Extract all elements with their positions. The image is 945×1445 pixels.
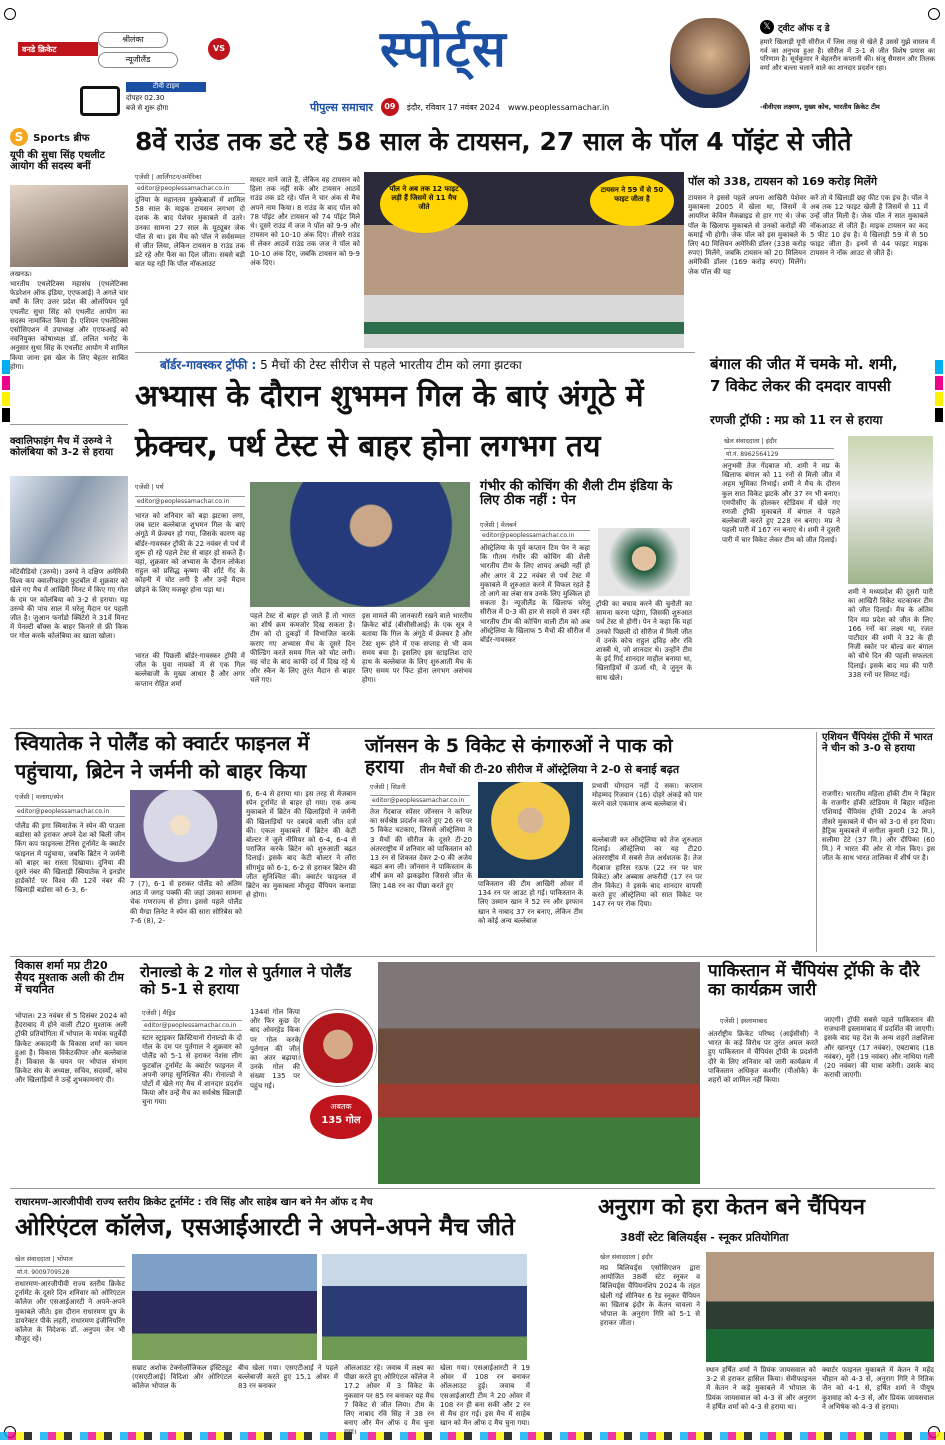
promo-label: वनडे क्रिकेट <box>18 42 98 56</box>
divider <box>135 352 695 353</box>
shami-headline-2: 7 विकेट लेकर की दमदार वापसी <box>710 377 891 395</box>
goals-badge-label: अबतक <box>330 1102 352 1111</box>
site-url: www.peoplessamachar.in <box>508 102 610 112</box>
tyson-byline: एजेंसी | आर्लिंगटन/अमेरिका <box>135 173 202 181</box>
gill-email: editor@peoplessamachar.co.in <box>135 496 245 507</box>
sudha-photo <box>10 185 128 267</box>
tyson-col1: दुनिया के महानतम मुक्केबाजों में शामिल 58 साल के माइक टायसन लगभग दो दशक के बाद पेशेवर मुकाबले में उतरे। उनका सामना 27 साल के यूट्यूबर जेक पॉल से था। इस मैच को पॉल ने सर्वसम्मत से जीत लिया, लेकिन टायसन 8 राउंड तक डटे रहे और फैंस का दिल जीता। सबसे बड़ी बात यह रही कि पॉल नॉकआउट <box>135 196 245 269</box>
vikas-text: भोपाल। 23 नवंबर से 5 दिसंबर 2024 को हैदराबाद में होने वाली टी20 मुश्ताक अली ट्रॉफी प्रतियोगिता में भोपाल के मयंक चतुर्वेदी क्रिकेट अकादमी के विकास शर्मा का चयन हुआ है। विकास विकेटकीपर और बल्लेबाज हैं। विकास के चयन पर भोपाल संभाग क्रिकेट संघ के अध्यक्ष, सचिव, सदस्यों, कोच और खिलाड़ियों ने उन्हें शुभकामनाएं दी। <box>15 1012 127 1085</box>
fifa-text: मोंटेवीडियो (उरुग्वे)। उरुग्वे ने दक्षिण अमेरिकी विश्व कप क्वालीफाइंग फुटबॉल में शुक्रवार को खेले गए मैच में आखिरी मिनट में किए गए गोल के दम पर कोलंबिया को 3-2 से हराया। यह उरुग्वे की पांच साल में घरेलू मैदान पर पहली जीत है। जुआन फर्नांडो क्विंटेरो ने 31वें मिनट में पेनल्टी बॉक्स के बाहर किनारे से फ्री किक पर गोल करके कोलंबिया का खाता खोला। <box>10 568 128 641</box>
anurag-col2: स्थान हर्षित शर्मा ने प्रियंक जायसवाल को 3-2 से हराकर हासिल किया। सेमीफाइनल में केतन ने कड़े मुकाबले में भोपाल के प्रियंक जायसवाल को 4-3 से और अनुराग ने हर्षित शर्मा को 4-3 से हराया था। <box>706 1366 816 1411</box>
anurag-sub: 38वीं स्टेट बिलियर्ड्स - स्नूकर प्रतियोगिता <box>620 1231 789 1244</box>
johnson-col2a: प्रभावी योगदान नहीं दे सका। कप्तान मोहम्मद रिजवान (16) दोहरे अंकड़े को पार करने वाले एकमात्र अन्य बल्लेबाज थे। <box>592 782 702 809</box>
shami-col2: शमी ने मध्यप्रदेश की दूसरी पारी का आखिरी विकेट चटकाकर टीम को जीत दिलाई। मैच के अंतिम दिन मप्र प्रदेश को जीत के लिए 166 रनों का लक्ष्य था, रजत पाटीदार की शमी ने 32 के ही निजी स्कोर पर बोल्ड कर बंगाल को चौथे दिन की पहली सफलता दिलाई। इसके बाद मप्र की पारी 338 रनों पर सिमट गई। <box>848 588 933 679</box>
registration-mark <box>4 8 16 20</box>
tv-icon <box>80 86 120 116</box>
paper-name: पीपुल्स समाचार <box>310 100 373 114</box>
johnson-col2: पाकिस्तान की टीम आखिरी ओवर में 134 रन पर आउट हो गई। पाकिस्तान के लिए उस्मान खान ने 52 रन और इरफान खान ने नाबाद 37 रन बनाए, लेकिन टीम को कोई अन्य बल्लेबाज <box>478 880 583 925</box>
divider <box>10 1188 935 1189</box>
swiatek-col2: 7 (7), 6-1 से हराकर पोलैंड को अंतिम आठ में जगह पक्की की जहां उसका सामना चेक गणराज्य से होगा। इससे पहले पोलैंड की मैग्डा लिनेट ने स्पेन की सारा सोरिबेस को 7-6 (8), 2- <box>130 880 242 925</box>
divider <box>10 956 935 957</box>
promo-team2: न्यूजीलैंड <box>98 52 178 68</box>
ronaldo-photo <box>378 962 700 1184</box>
paine-photo <box>598 528 690 596</box>
tweet-box <box>760 20 935 120</box>
brief-dateline: लखनऊ। <box>10 270 32 278</box>
swiatek-headline-2: पहुंचाया, ब्रिटेन ने जर्मनी को बाहर किया <box>15 759 307 783</box>
x-icon: 𝕏 <box>760 20 774 34</box>
promo-box <box>18 28 248 120</box>
college-photo-1 <box>132 1254 317 1360</box>
asian-headline: एशियन चैंपियंस ट्रॉफी में भारत ने चीन को 3-0 से हराया <box>822 732 933 754</box>
gill-col1b: भारत की पिछली बॉर्डर-गावस्कर ट्रॉफी में जीत के युवा नायकों में से एक गिल बल्लेबाजी के मुख्य आधार हैं और अगर कप्तान रोहित शर्मा <box>135 652 245 688</box>
brief-text: भारतीय एथलेटिक्स महासंघ (एथलेटिक्स फेडरेशन ऑफ इंडिया, एएफआई) ने अगले चार वर्षों के लिए उत्तर प्रदेश की ओलंपियन पूर्व एथलीट सुधा सिंह को एथलीट आयोग का सदस्य नामांकित किया है। एशियन एथलेटिक्स एसोसिएशन में उपाध्यक्ष और एएफआई को नवनियुक्त कोषाध्यक्ष डॉ. ललित भनोट के अनुसार सुधा सिंह के एथलीट आयोग में शामिल किया जाना इस खेल के लिए बेहतर साबित होगा। <box>10 280 128 371</box>
portrait <box>670 18 750 108</box>
gill-kicker-text: 5 मैचों की टेस्ट सीरीज से पहले भारतीय टीम को लगा झटका <box>260 358 522 372</box>
ronaldo-text: स्टार स्ट्राइकर क्रिस्टियानो रोनाल्डो के दो गोल के दम पर पुर्तगाल ने शुक्रवार को पोलैंड को 5-1 से हराकर नेशंस लीग फुटबॉल टूर्नामेंट के क्वार्टर फाइनल में अपनी जगह सुनिश्चित की। रोनाल्डो ने पोर्टो में खेले गए मैच में शानदार प्रदर्शन किया और उन्हें मैच का सर्वश्रेष्ठ खिलाड़ी चुना गया। <box>142 1034 242 1107</box>
fifa-headline: क्वालिफाइंग मैच में उरुग्वे ने कोलंबिया को 3-2 से हराया <box>10 436 114 458</box>
page-number: 09 <box>381 98 399 116</box>
tv-time: दोपहर 02.30 <box>126 94 165 102</box>
tv-time-note: बजे से शुरू होगा <box>126 104 169 112</box>
college-phone: मो.नं. 9009709528 <box>15 1266 125 1278</box>
tyson-side-text2: करें तो ये खिलाड़ी छह फीट एक इंच है। पॉल ने अब तक 12 फाइट खेली है जिसमें से 11 में उन्हें जीत मिली है। जेक पॉल ने सात मुकाबले नॉकआउट से जीते हैं। माइक टायसन का कद 5 फीट 10 इंच है। ये खिलाड़ी 59 में से 50 फाइट जीता है। इनमें से 44 फाइट माइक टायसन ने नॉक आउट से जीते हैं। <box>810 194 928 258</box>
ronaldo-text2: 134वां गोल किया और फिर कुछ देर बाद ओवरहेड किक पर गोल करके पुर्तगाल की जीत का अंतर बढ़ाया। उनके गोल की संख्या 135 पर पहुंच गई। <box>250 1008 300 1090</box>
anurag-headline: अनुराग को हरा केतन बने चैंपियन <box>598 1195 865 1220</box>
gill-col3: इस मामले की जानकारी रखने वाले भारतीय क्रिकेट बोर्ड (बीसीसीआई) के एक सूत्र ने बताया कि गिल के अंगूठे में फ्रेक्चर है और टेस्ट शुरू होने में एक सप्ताह से भी कम समय बचा है। इसलिए इस स्टाइलिश दाएं हाथ के बल्लेबाज के लिए शुरुआती मैच के लिए समय पर फिट होना लगभग असंभव होगा। <box>362 612 472 685</box>
gill-headline-2: फ्रेक्चर, पर्थ टेस्ट से बाहर होना लगभग तय <box>135 429 601 464</box>
color-strip <box>0 1432 945 1440</box>
paine-col1: ऑस्ट्रेलिया के पूर्व कप्तान टिम पेन ने कहा कि गौतम गंभीर की कोचिंग की शैली भारतीय टीम के लिए शायद अच्छी नहीं हो और अगर वे 22 नवंबर से पर्थ टेस्ट में मुकाबले में शुरुआत करने में विफल रहते हैं तो आगे का लंबा सत्र उनके लिए मुश्किल हो सकता है। न्यूजीलैंड के खिलाफ घरेलू सीरीज में 0-3 की हार से सदमे से उबर रही भारतीय टीम की कोचिंग वाली टीम को अब ऑस्ट्रेलिया के खिलाफ 5 मैचों की सीरीज में बॉर्डर-गावस्कर <box>480 544 590 645</box>
laxman-photo <box>670 18 760 118</box>
shami-phone: मो.नं. 8962564129 <box>724 448 834 460</box>
college-col5: खेला गया। एसआईआरटी ने 19 ओवर में 108 रन बनाकर ऑलआउट हुई। जवाब में एसआईआरटी टीम ने 20 ओवर में 108 रन ही बना सकी और 2 रन से मैच हार गई। इस मैच में साहेब खान को मैन ऑफ द मैच चुना गया। <box>440 1364 530 1428</box>
dateline: इंदौर, रविवार 17 नवंबर 2024 <box>406 102 500 112</box>
johnson-col1: तेज गेंदबाज स्पेंसर जॉनसन ने करियर का सर्वश्रेष्ठ प्रदर्शन करते हुए 26 रन पर 5 विकेट चटकाए, जिससे ऑस्ट्रेलिया ने 3 मैचों की सीरीज के दूसरे टी-20 अंतरराष्ट्रीय में शनिवार को पाकिस्तान को 13 रन से शिकस्त देकर 2-0 की अजेय बढ़त बना ली। जॉनसन ने पाकिस्तान के शीर्ष क्रम को झकझोरा जिससे जीत के लिए 148 रन का पीछा करते हुए <box>370 808 472 890</box>
tv-time-label: टीवी टाइम <box>126 82 206 92</box>
tyson-side-headline: पॉल को 338, टायसन को 169 करोड़ मिलेंगे <box>688 175 878 188</box>
johnson-email: editor@peoplessamachar.co.in <box>370 795 470 806</box>
divider <box>10 728 935 729</box>
brief-headline: यूपी की सुधा सिंह एथलीट आयोग की सदस्य बनीं <box>10 150 105 172</box>
goals-badge <box>310 1095 372 1139</box>
gill-photo <box>250 482 470 607</box>
anurag-byline: खेल संवाददाता | इंदौर <box>600 1253 653 1261</box>
anurag-col1: मप्र बिलियर्ड्स एसोसिएशन द्वारा आयोजित 38वीं स्टेट स्नूकर व बिलियर्ड्स चैंपियनशिप 2024 के तहत खेली गई सीनियर 6 रेड स्नूकर चैंपियन का खिताब इंदौर के केतन चावला ने भोपाल के अनुराग गिरि को 5-1 से हराकर जीता। <box>600 1264 700 1328</box>
divider <box>816 732 817 952</box>
paine-col2: ट्रॉफी का बचाव करने की चुनौती का सामना करना पड़ेगा, जिसकी शुरुआत पर्थ टेस्ट से होगी। पेन ने कहा कि यहां उनको पिछली दो सीरीज में मिली जीत में उनके कोच राहुल द्रविड़ और रवि शास्त्री थे, जो शानदार थे। उन्होंने टीम के इर्द गिर्द शानदार माहौल बनाया था, खिलाड़ियों में ऊर्जा थी, वे जुनून के साथ खेले। <box>596 600 692 682</box>
vs-badge: VS <box>208 38 230 60</box>
tyson-email: editor@peoplessamachar.co.in <box>135 183 245 194</box>
masthead-strip <box>310 98 680 116</box>
section-title: स्पोर्ट्स <box>380 20 508 78</box>
johnson-col3: बल्लेबाजी कर ऑस्ट्रेलिया को तेज शुरुआत दिलाई। ऑस्ट्रेलिया का यह टी20 अंतरराष्ट्रीय में सबसे तेज अर्धशतक है। तेज गेंदबाज हारिस रऊफ (22 रन पर चार विकेट) और अब्बास अफरीदी (17 रन पर तीन विकेट) ने इसके बाद शानदार वापसी करते हुए ऑस्ट्रेलिया को सात विकेट पर 147 रन पर रोक दिया। <box>592 836 702 909</box>
shami-byline: खेल संवाददाता | इंदौर <box>724 437 777 445</box>
swiatek-email: editor@peoplessamachar.co.in <box>15 806 125 817</box>
college-kicker: राधारमण-आरजीपीवी राज्य स्तरीय क्रिकेट टूर्नामेंट : रवि सिंह और साहेब खान बने मैन ऑफ द मैच <box>15 1197 373 1208</box>
swiatek-col1: पोलैंड की इगा स्वियातेक ने स्पेन की पाउला बडोसा को हराकर अपने देश को बिली जीन किंग कप फाइनल्स टेनिस टूर्नामेंट के क्वार्टर फाइनल में पहुंचाया, जबकि ब्रिटेन ने जर्मनी को बाहर का रास्ता दिखाया। दुनिया की दूसरे नंबर की खिलाड़ी स्वियातेक ने इनडोर हार्डकोर्ट पर विश्व की 12वें नंबर की खिलाड़ी बडोसा को 6-3, 6- <box>15 822 125 895</box>
gill-col1: भारत को शनिवार को बड़ा झटका लगा, जब स्टार बल्लेबाज शुभमन गिल के बाएं अंगूठे में फ्रेक्चर हो गया, जिसके कारण वह बॉर्डर-गावस्कर ट्रॉफी के 22 नवंबर से पर्थ में शुरू हो रहे पहले टेस्ट से बाहर हो सकते हैं। यहां, शुक्रवार को अभ्यास के दौरान लोकेश राहुल को प्रसिद्ध कृष्णा की शॉर्ट गेंद के कोहनी में चोट लगी है और उन्हें मैदान छोड़ने के लिए मजबूर होना पड़ा था। <box>135 512 245 594</box>
shami-headline-1: बंगाल की जीत में चमके मो. शमी, <box>710 355 898 373</box>
shami-sub: रणजी ट्रॉफी : मप्र को 11 रन से हराया <box>710 413 883 427</box>
swiatek-col3: 6, 6-4 से हराया था। इस तरह से मेजबान स्पेन टूर्नामेंट से बाहर हो गया। एक अन्य मुकाबले में ब्रिटेन की खिलाड़ियों ने जर्मनी की खिलाड़ियों पर दबदबे वाली जीत दर्ज की। एकल मुकाबले में ब्रिटेन की केटी बोल्टर ने जुले नीमियर को 6-4, 6-4 से पराजित करके ब्रिटेन को शुरुआती बढ़त दिलाई। इसके बाद केटी बोल्टर ने लॉरा सीगमुंड को 6-1, 6-2 से हराकर ब्रिटेन की जीत सुनिश्चित की। क्वार्टर फाइनल में ब्रिटेन का मुकाबला मौजूदा चैंपियन कनाडा से होगा। <box>246 790 356 900</box>
shami-photo <box>848 436 933 584</box>
sports-icon: S <box>10 128 28 146</box>
ronaldo-portrait <box>300 1010 376 1086</box>
gill-kicker <box>160 356 695 373</box>
brief-label <box>10 126 128 146</box>
gill-headline-1: अभ्यास के दौरान शुभमन गिल के बाएं अंगूठे में <box>135 379 644 414</box>
tyson-headline: 8वें राउंड तक डटे रहे 58 साल के टायसन, 27 साल के पॉल 4 पॉइंट से जीते <box>135 127 852 156</box>
ronaldo-byline: एजेंसी | मैड्रिड <box>142 1009 176 1017</box>
pak-byline: एजेंसी | इस्लामाबाद <box>720 1017 768 1025</box>
asian-text: राजगीर। भारतीय महिला हॉकी टीम ने बिहार के राजगीर हॉकी स्टेडियम में बिहार महिला एशियाई चैंपियंस ट्रॉफी 2024 के अपने तीसरे मुकाबले में चीन को 3-0 से हरा दिया। हैट्रिक मुकाबले में संगीता कुमारी (32 मि.), सलीमा टेटे (37 मि.) और दीपिका (60 मि.) ने भारत की ओर से गोल किए। इस जीत के साथ भारत तालिका में शीर्ष पर है। <box>822 790 935 863</box>
college-byline: खेल संवाददाता | भोपाल <box>15 1255 73 1263</box>
johnson-photo <box>478 782 583 878</box>
johnson-byline: एजेंसी | सिडनी <box>370 783 406 791</box>
ronaldo-email: editor@peoplessamachar.co.in <box>142 1020 242 1031</box>
pak-col2: जाएगी। ट्रॉफी सबसे पहले पाकिस्तान की राजधानी इस्लामाबाद में प्रदर्शित की जाएगी। इसके बाद यह देश के अन्य शहरों तक्षशिला और खानपुर (17 नवंबर), एबटाबाद (18 नवंबर), मुरी (19 नवंबर) और नाथिया गली (20 नवंबर) की यात्रा करेगी। उसके बाद कराची जाएगी। <box>824 1016 934 1080</box>
college-photo-2 <box>322 1254 527 1360</box>
tweet-title: ट्वीट ऑफ द डे <box>778 23 830 34</box>
college-col2: सम्राट अशोक टेक्नोलॉजिकल इंस्टिट्यूट (एसएटीआई) विदिशा और ओरिएंटल कॉलेज भोपाल के <box>132 1364 232 1391</box>
gill-byline: एजेंसी | पर्थ <box>135 483 164 491</box>
divider <box>10 424 128 425</box>
football-photo <box>10 476 128 564</box>
ronaldo-headline: रोनाल्डो के 2 गोल से पुर्तगाल ने पोलैंड को 5-1 से हराया <box>140 963 352 998</box>
johnson-headline: जॉनसन के 5 विकेट से कंगारुओं ने पाक को हराया <box>365 735 673 778</box>
vikas-headline: विकास शर्मा मप्र टी20 सैयद मुश्ताक अली की टीम में चयनित <box>15 959 124 997</box>
goals-badge-value: 135 गोल <box>321 1115 361 1126</box>
gill-col2: पहले टेस्ट से बाहर हो जाते हैं तो भारत का शीर्ष क्रम कमजोर दिख सकता है। टीम को दो दुकड़ों में विभाजित करके कराए गए अभ्यास मैच के दूसरे दिन फील्डिंग करते समय गिल को चोट लगी। वह चोट के बाद काफी दर्द में दिख रहे थे और स्कैन के लिए तुरंत मैदान से बाहर चले गए। <box>250 612 355 685</box>
tweet-author: -वीवीएस लक्ष्मण, मुख्य कोच, भारतीय क्रिकेट टीम <box>760 103 880 111</box>
paul-badge: पॉल ने अब तक 12 फाइट लड़ी हैं जिसमें से 11 मैच जीते <box>380 175 468 233</box>
color-bar <box>2 360 10 424</box>
promo-team1: श्रीलंका <box>98 32 168 48</box>
paine-headline: गंभीर की कोचिंग की शैली टीम इंडिया के लिए ठीक नहीं : पेन <box>480 479 673 509</box>
ring-apron <box>364 322 684 334</box>
swiatek-headline-1: स्वियातेक ने पोलैंड को क्वार्टर फाइनल में <box>15 731 310 755</box>
college-col4: ऑलआउट रहे। जवाब में लक्ष्य का पीछा करते हुए ओरिएंटल कॉलेज ने 17.2 ओवर में 3 विकेट के नुकसान पर 85 रन बनाकर यह मैच 7 विकेट से जीत लिया। टीम के लिए नाबाद रवि सिंह ने 38 रन बनाए और मैन ऑफ द मैच चुना गया। <box>344 1364 434 1437</box>
brief-label-text: Sports ब्रीफ <box>33 133 90 144</box>
paine-email: editor@peoplessamachar.co.in <box>480 530 590 541</box>
tyson-badge: टायसन ने 59 में से 50 फाइट जीता है <box>590 176 674 226</box>
tyson-side-text: टायसन ने इससे पहले अपना आखिरी पेशेवर मुकाबला 2005 में खेला था, जिसमें वे आयरिश केविन मैकब्राइड से हार गए थे। जेक पॉल के खिलाफ मुकाबले से उनको करोड़ों की कमाई भी होगी। जेक पॉल को इस मुकाबले के लिए 40 मिलियन अमेरिकी डॉलर (338 करोड़ रुपए) मिलेंगे, जबकि टायसन को 20 मिलियन अमेरिकी डॉलर (169 करोड़ रुपए) मिलेंगे। जेक पॉल की यह <box>688 194 806 276</box>
swiatek-photo <box>130 790 242 878</box>
college-headline: ओरिएंटल कॉलेज, एसआईआरटी ने अपने-अपने मैच जीते <box>15 1213 515 1241</box>
pak-headline: पाकिस्तान में चैंपियंस ट्रॉफी के दौरे का कार्यक्रम जारी <box>708 961 920 1000</box>
tweet-text: हमारे खिलाड़ी यूपी सीरीज में जिस तरह से खेले हैं उससे मुझे वास्तव में गर्व का अनुभव हुआ है। सीरीज में 3-1 से जीत विशेष प्रयास का परिणाम है। सूर्यकुमार ने बेहतरीन कप्तानी की। संजू सैमसन और तिलक वर्मा और बल्ला चलाने वाले का शानदार प्रदर्शन रहा। <box>760 38 935 73</box>
shami-col1: अनुभवी तेज गेंदबाज मो. शमी ने मप्र के खिलाफ बंगाल को 11 रनों से मिली जीत में अहम भूमिका निभाई। शमी ने मैच के दौरान कुल सात विकेट झटके और 37 रन भी बनाए। एमपीसीए के होलकर स्टेडियम में खेले गए रणजी ट्रॉफी मुकाबले में बंगाल ने पहले बल्लेबाजी करते हुए 228 रन बनाए। मप्र ने पहली पारी में 167 रन बनाए थे। शमी ने दूसरी पारी में चार विकेट लेकर टीम को जीत दिलाई। <box>722 462 840 544</box>
college-col1: राधारमण-आरजीपीवी राज्य स्तरीय क्रिकेट टूर्नामेंट के दूसरे दिन शनिवार को ओरिएंटल कॉलेज और एसआईआरटी ने अपने-अपने मुकाबले जीते। इस दौरान राधारमण ग्रुप के डायरेक्टर पीके लहरी, राधारमण इंजीनियरिंग कॉलेज के निदेशक डॉ. अनुपम जैन भी मौजूद रहे। <box>15 1280 125 1344</box>
pak-col1: अंतर्राष्ट्रीय क्रिकेट परिषद (आईसीसी) ने भारत के कड़े विरोध पर तुरंत अमल करते हुए पाकिस्तान में चैंपियंस ट्रॉफी के प्रदर्शनी दौरे के लिए शनिवार को जारी कार्यक्रम में पाकिस्तान अधिकृत कश्मीर (पीओके) के शहरों को शामिल नहीं किया। <box>708 1030 818 1085</box>
registration-mark <box>928 8 940 20</box>
tyson-col2: मास्टर माने जाते हैं, लेकिन वह टायसन को हिला तक नहीं सके और टायसन आठवें राउंड तक डटे रहे। पॉल ने चार अंक से मैच अपने नाम किया। 8 राउंड के बाद पॉल को 78 पॉइंट और टायसन को 74 पॉइंट मिले थे। दूसरे राउंड में जज ने पॉल को 9-9 और टायसन को 10-10 अंक दिए। तीसरे राउंड से लेकर आठवें राउंड तक जज ने पॉल को 10-10 अंक दिए, जबकि टायसन को 9-9 अंक दिए। <box>250 176 360 267</box>
swiatek-byline: एजेंसी | मलागा/स्पेन <box>15 793 64 801</box>
gill-kicker-label: बॉर्डर-गावस्कर ट्रॉफी : <box>160 358 257 372</box>
college-col3: बीच खेला गया। एसएटीआई ने पहले बल्लेबाजी करते हुए 15.1 ओवर में 83 रन बनाकर <box>238 1364 338 1391</box>
anurag-photo <box>706 1252 934 1362</box>
paine-byline: एजेंसी | मेलबर्न <box>480 521 517 529</box>
color-bar <box>935 360 943 424</box>
anurag-col3: क्वार्टर फाइनल मुकाबले में केतन ने महेंद्र चौहान को 4-3 से, अनुराग गिरि ने रितिक जैन को 4-1 से, हर्षित शर्मा ने पीयूष कुशवाह को 4-3 से, और प्रियंक जायसवाल ने अभिषेक को 4-3 से हराया। <box>822 1366 934 1411</box>
johnson-sub: तीन मैचों की टी-20 सीरीज में ऑस्ट्रेलिया ने 2-0 से बनाई बढ़त <box>420 763 680 776</box>
